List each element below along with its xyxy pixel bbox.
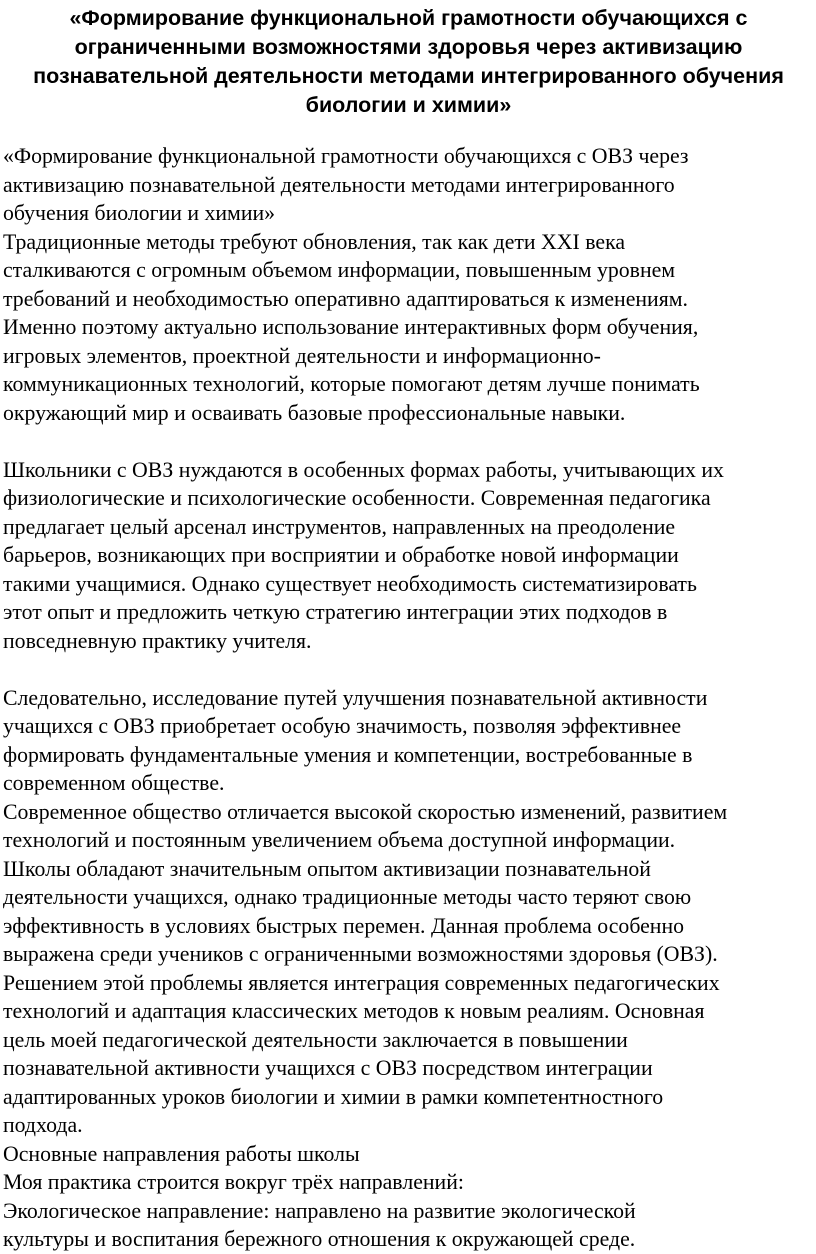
body-line: Моя практика строится вокруг трёх направлений: <box>3 1170 464 1194</box>
body-line: цель моей педагогической деятельности заключается в повышении <box>3 1027 628 1052</box>
body-line: сталкиваются с огромным объемом информации, повышенным уровнем <box>3 258 676 282</box>
body-line: физиологические и психологические особенности. Современная педагогика <box>3 486 711 510</box>
title-line: биологии и химии» <box>305 93 512 117</box>
body-line: технологий и постоянным увеличением объема доступной информации. <box>3 828 676 852</box>
body-line: подхода. <box>3 1113 83 1137</box>
body-line: требований и необходимостью оперативно адаптироваться к изменениям. <box>3 286 688 311</box>
body-line: Школы обладают значительным опытом активизации познавательной <box>3 856 651 881</box>
body-line: Решением этой проблемы является интеграция современных педагогических <box>3 970 720 995</box>
body-line: Современное общество отличается высокой скоростью изменений, развитием <box>3 799 728 824</box>
body-line: Основные направления работы школы <box>3 1141 360 1166</box>
body-line: активизацию познавательной деятельности методами интегрированного <box>3 172 675 197</box>
body-line: окружающий мир и осваивать базовые профессиональные навыки. <box>3 400 626 425</box>
body-line: этот опыт и предложить четкую стратегию интеграции этих подходов в <box>3 600 668 624</box>
body-line: деятельности учащихся, однако традиционные методы часто теряют свою <box>3 885 692 909</box>
title-line: познавательной деятельности методами интегрированного обучения <box>33 64 784 88</box>
body-line: обучения биологии и химии» <box>3 201 276 225</box>
paragraph-gap <box>3 655 814 684</box>
body-line: учащихся с ОВЗ приобретает особую значимость, позволяя эффективнее <box>3 714 682 738</box>
title-line: ограниченными возможностями здоровья через активизацию <box>74 35 743 59</box>
body-line: такими учащимися. Однако существует необходимость систематизировать <box>3 571 697 596</box>
title-line: «Формирование функциональной грамотности обучающихся с <box>69 6 748 30</box>
body-line: Школьники с ОВЗ нуждаются в особенных формах работы, учитывающих их <box>3 457 724 482</box>
body-line: Экологическое направление: направлено на развитие экологической <box>3 1198 636 1223</box>
document-body <box>3 142 814 1254</box>
body-line: Традиционные методы требуют обновления, так как дети XXI века <box>3 229 625 254</box>
body-line: повседневную практику учителя. <box>3 628 312 653</box>
body-line: познавательной активности учащихся с ОВЗ посредством интеграции <box>3 1056 653 1080</box>
body-line: игровых элементов, проектной деятельности и информационно- <box>3 343 601 368</box>
document-title <box>7 4 810 120</box>
body-line: Следовательно, исследование путей улучшения познавательной активности <box>3 685 708 710</box>
body-line: современном обществе. <box>3 771 225 795</box>
body-line: предлагает целый арсенал инструментов, направленных на преодоление <box>3 514 676 539</box>
body-line: выражена среди учеников с ограниченными возможностями здоровья (ОВЗ). <box>3 942 718 966</box>
paragraph-gap <box>3 427 814 456</box>
body-line: технологий и адаптация классических методов к новым реалиям. Основная <box>3 999 705 1023</box>
body-line: барьеров, возникающих при восприятии и обработке новой информации <box>3 543 679 567</box>
body-line: формировать фундаментальные умения и компетенции, востребованные в <box>3 742 693 767</box>
body-line: коммуникационных технологий, которые помогают детям лучше понимать <box>3 372 700 396</box>
body-line: культуры и воспитания бережного отношения к окружающей среде. <box>3 1227 636 1251</box>
body-line: адаптированных уроков биологии и химии в рамки компетентностного <box>3 1084 664 1109</box>
body-line: Именно поэтому актуально использование интерактивных форм обучения, <box>3 315 699 339</box>
body-line: эффективность в условиях быстрых перемен. Данная проблема особенно <box>3 913 685 938</box>
body-line: «Формирование функциональной грамотности обучающихся с ОВЗ через <box>3 144 689 168</box>
